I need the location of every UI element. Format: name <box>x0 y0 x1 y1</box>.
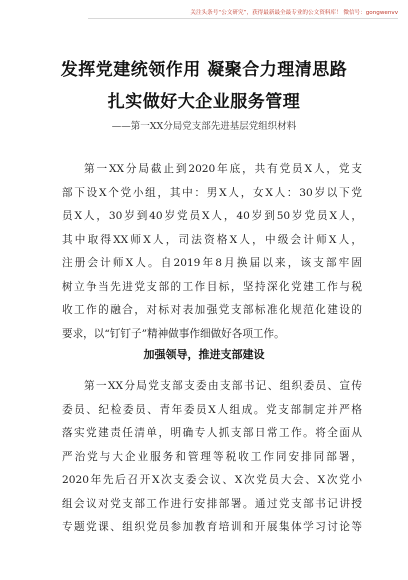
paragraph-2 <box>62 375 362 540</box>
top-notice: 关注头条号“公文研究”，获得最新最全最专业的公文资料库！ 微信号：gongwenvv <box>88 8 398 19</box>
title-line-2: 扎实做好大企业服务管理 <box>107 92 301 112</box>
paragraph-line: 部下设X个党小组，其中：男X人，女X人：30岁以下党 <box>62 186 362 199</box>
paragraph-line: 委员、纪检委员、青年委员X人组成。党支部制定并严格 <box>62 403 362 416</box>
title-line-1: 发挥党建统领作用 凝聚合力理清思路 <box>60 60 348 80</box>
paragraph-line: 收工作的融合，对标对表加强党支部标准化规范化建设的 <box>62 304 362 316</box>
paragraph-line: 严治党与大企业服务和管理等税收工作同安排同部署， <box>62 450 362 463</box>
paragraph-line: 2020年先后召开X次支委会议、X次党员大会、X次党小 <box>62 474 362 486</box>
paragraph-line: 要求，以“钉钉子”精神做事作细做好各项工作。 <box>62 327 285 340</box>
paragraph-line: 其中取得XX师X人，司法资格X人，中级会计师X人， <box>62 233 362 246</box>
subtitle: ——第一XX分局党支部先进基层党组织材料 <box>111 121 297 132</box>
paragraph-1 <box>62 158 362 346</box>
paragraph-line: 注册会计师X人。自2019年8月换届以来，该支部牢固 <box>62 257 362 269</box>
paragraph-line: 专题党课、组织党员参加教育培训和开展集体学习讨论等 <box>62 521 362 533</box>
paragraph-line: 第一XX分局截止到2020年底，共有党员X人，党支 <box>84 163 362 175</box>
paragraph-line: 树立争当先进党支部的工作目标，坚持深化党建工作与税 <box>62 280 362 293</box>
section-heading: 加强领导，推进支部建设 <box>143 348 265 361</box>
paragraph-line: 组会议对党支部工作进行安排部署。通过党支部书记讲授 <box>62 497 362 510</box>
paragraph-line: 员X人，30岁到40岁党员X人，40岁到50岁党员X人， <box>62 210 362 222</box>
paragraph-line: 落实党建责任清单，明确专人抓支部日常工作。将全面从 <box>62 427 362 439</box>
paragraph-line: 第一XX分局党支部支委由支部书记、组织委员、宣传 <box>84 380 362 392</box>
